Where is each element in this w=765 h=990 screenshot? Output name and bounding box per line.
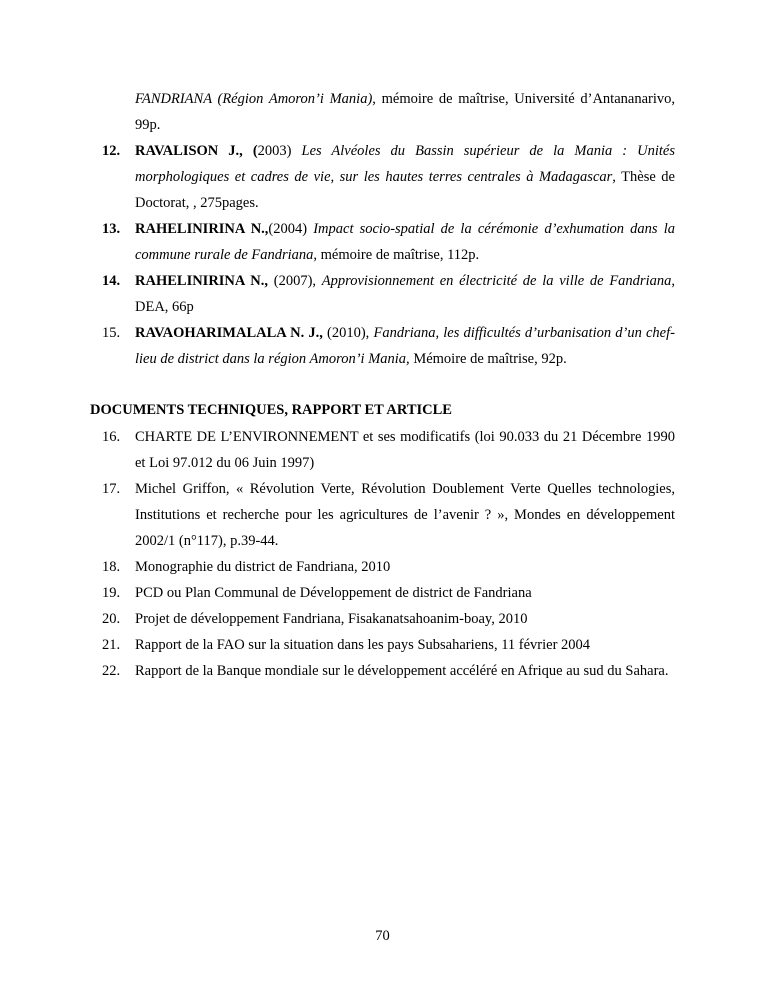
reference-details: Mémoire de maîtrise, 92p. bbox=[409, 351, 567, 367]
reference-title: Impact socio-spatial de la cérémonie d’exhumation dans la commune rurale de Fandriana bbox=[135, 221, 675, 263]
reference-12 bbox=[90, 138, 675, 216]
reference-author: RAVAOHARIMALALA N. J., bbox=[135, 325, 323, 341]
reference-details: , mémoire de maîtrise, 112p. bbox=[313, 247, 480, 263]
document-16 bbox=[90, 424, 675, 476]
document-text: Michel Griffon, « Révolution Verte, Révolution Doublement Verte Quelles technologies, Institutions et recherche pour les agricultures de l’avenir ? », Mondes en développement 2002/1 (n°117), p.39-44. bbox=[135, 481, 675, 549]
section-heading: DOCUMENTS TECHNIQUES, RAPPORT ET ARTICLE bbox=[90, 402, 452, 418]
page-number: 70 bbox=[375, 928, 390, 944]
reference-title: Les Alvéoles du Bassin supérieur de la Mania : Unités morphologiques et cadres de vie, sur les hautes terres centrales à Madagascar bbox=[135, 143, 675, 185]
reference-details: , Thèse de Doctorat, , 275pages. bbox=[135, 169, 675, 211]
document-22 bbox=[90, 658, 675, 684]
reference-details: , DEA, 66p bbox=[135, 273, 675, 315]
reference-author: RAHELINIRINA N., bbox=[135, 273, 269, 289]
document-text: PCD ou Plan Communal de Développement de district de Fandriana bbox=[135, 585, 532, 601]
reference-11-continuation bbox=[135, 86, 675, 138]
reference-number: 12. bbox=[102, 143, 121, 159]
reference-title: Approvisionnement en électricité de la ville de Fandriana bbox=[321, 273, 672, 289]
reference-year: (2007), bbox=[268, 273, 322, 289]
document-17 bbox=[90, 476, 675, 554]
reference-15 bbox=[90, 320, 675, 372]
reference-details: , mémoire de maîtrise, Université d’Antananarivo, 99p. bbox=[135, 91, 675, 133]
reference-number: 13. bbox=[102, 221, 121, 237]
document-number: 19. bbox=[102, 585, 121, 601]
document-number: 18. bbox=[102, 559, 121, 575]
reference-year: (2010), bbox=[322, 325, 374, 341]
reference-title: Fandriana, les difficultés d’urbanisation d’un chef-lieu de district dans la région Amoron’i Mania, bbox=[135, 325, 675, 367]
reference-year: (2004) bbox=[268, 221, 314, 237]
reference-13 bbox=[90, 216, 675, 268]
document-number: 17. bbox=[102, 481, 121, 497]
document-number: 20. bbox=[102, 611, 121, 627]
document-19 bbox=[90, 580, 675, 606]
document-text: Rapport de la Banque mondiale sur le développement accéléré en Afrique au sud du Sahara. bbox=[135, 663, 669, 679]
document-21 bbox=[90, 632, 675, 658]
reference-number: 14. bbox=[102, 273, 121, 289]
document-number: 21. bbox=[102, 637, 121, 653]
reference-author: RAHELINIRINA N., bbox=[135, 221, 269, 237]
document-number: 16. bbox=[102, 429, 121, 445]
reference-14 bbox=[90, 268, 675, 320]
document-text: Projet de développement Fandriana, Fisakanatsahoanim-boay, 2010 bbox=[135, 611, 528, 627]
document-text: Monographie du district de Fandriana, 2010 bbox=[135, 559, 391, 575]
document-20 bbox=[90, 606, 675, 632]
reference-number: 15. bbox=[102, 325, 121, 341]
reference-title: FANDRIANA (Région Amoron’i Mania) bbox=[135, 91, 373, 107]
document-text: CHARTE DE L’ENVIRONNEMENT et ses modificatifs (loi 90.033 du 21 Décembre 1990 et Loi 97.012 du 06 Juin 1997) bbox=[135, 429, 675, 471]
reference-year: 2003) bbox=[257, 143, 302, 159]
document-number: 22. bbox=[102, 663, 121, 679]
reference-author: RAVALISON J., ( bbox=[135, 143, 258, 159]
document-18 bbox=[90, 554, 675, 580]
document-text: Rapport de la FAO sur la situation dans les pays Subsahariens, 11 février 2004 bbox=[135, 637, 591, 653]
